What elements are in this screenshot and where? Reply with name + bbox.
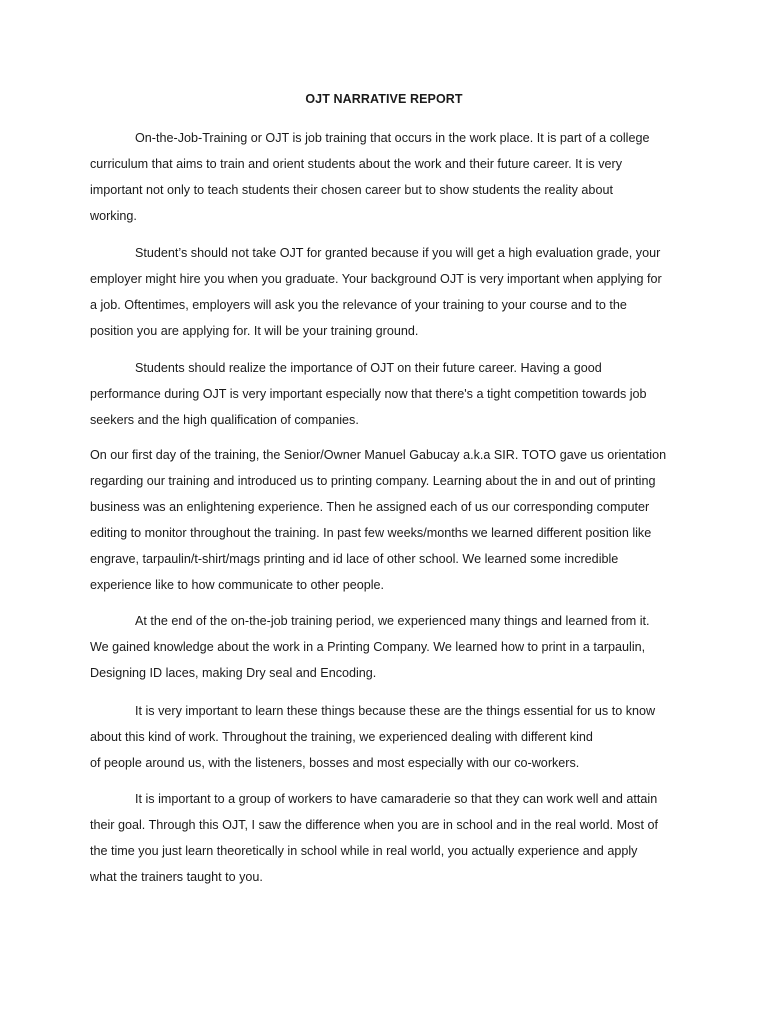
text-line: Designing ID laces, making Dry seal and Encoding. <box>90 666 377 680</box>
paragraph-end-of-training <box>90 608 680 686</box>
paragraph-camaraderie <box>90 786 680 890</box>
paragraph-importance <box>90 355 680 433</box>
text-line: At the end of the on-the-job training period, we experienced many things and learned from it. <box>135 614 650 628</box>
text-line: a job. Oftentimes, employers will ask you the relevance of your training to your course and to the <box>90 298 627 312</box>
text-line: curriculum that aims to train and orient students about the work and their future career. It is very <box>90 157 622 171</box>
text-line: about this kind of work. Throughout the training, we experienced dealing with different kind <box>90 730 593 744</box>
text-line: their goal. Through this OJT, I saw the difference when you are in school and in the real world. Most of <box>90 818 658 832</box>
document-title: OJT NARRATIVE REPORT <box>305 92 463 106</box>
text-line: We gained knowledge about the work in a Printing Company. We learned how to print in a tarpaulin, <box>90 640 646 654</box>
text-line: of people around us, with the listeners, bosses and most especially with our co-workers. <box>90 756 580 770</box>
text-line: Student’s should not take OJT for granted because if you will get a high evaluation grade, your <box>135 246 661 260</box>
text-line: editing to monitor throughout the training. In past few weeks/months we learned different position like <box>90 526 652 540</box>
text-line: position you are applying for. It will be your training ground. <box>90 324 419 338</box>
text-line: what the trainers taught to you. <box>90 870 263 884</box>
text-line: engrave, tarpaulin/t-shirt/mags printing and id lace of other school. We learned some incredible <box>90 552 619 566</box>
text-line: It is important to a group of workers to have camaraderie so that they can work well and attain <box>135 792 658 806</box>
text-line: the time you just learn theoretically in school while in real world, you actually experience and apply <box>90 844 638 858</box>
paragraph-students-granted <box>90 240 680 344</box>
text-line: Students should realize the importance of OJT on their future career. Having a good <box>135 361 602 375</box>
paragraph-ojt-definition <box>90 125 680 229</box>
paragraph-first-day <box>90 442 680 598</box>
text-line: working. <box>90 209 137 223</box>
text-line: experience like to how communicate to other people. <box>90 578 385 592</box>
text-line: seekers and the high qualification of companies. <box>90 413 359 427</box>
text-line: On-the-Job-Training or OJT is job training that occurs in the work place. It is part of a college <box>135 131 650 145</box>
text-line: important not only to teach students their chosen career but to show students the reality about <box>90 183 613 197</box>
text-line: It is very important to learn these things because these are the things essential for us to know <box>135 704 656 718</box>
text-line: employer might hire you when you graduate. Your background OJT is very important when applying for <box>90 272 662 286</box>
text-line: On our first day of the training, the Senior/Owner Manuel Gabucay a.k.a SIR. TOTO gave us orientation <box>90 448 667 462</box>
text-line: performance during OJT is very important especially now that there's a tight competition towards job <box>90 387 647 401</box>
text-line: regarding our training and introduced us to printing company. Learning about the in and out of printing <box>90 474 656 488</box>
text-line: business was an enlightening experience. Then he assigned each of us our corresponding computer <box>90 500 650 514</box>
paragraph-learn-things <box>90 698 680 776</box>
